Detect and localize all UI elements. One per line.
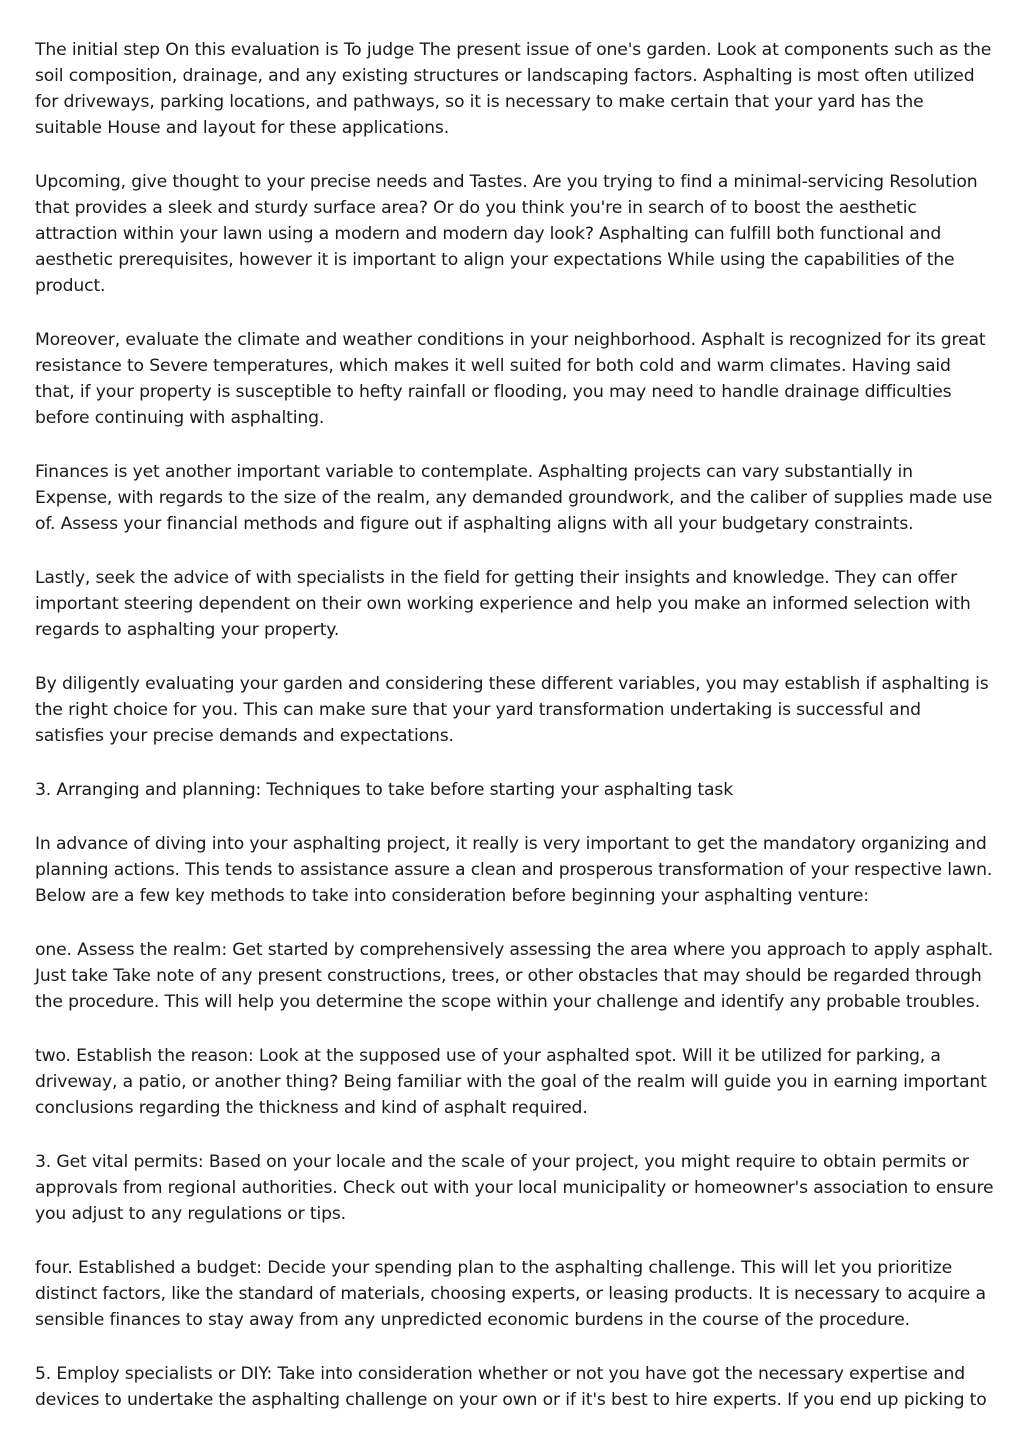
- paragraph-climate: Moreover, evaluate the climate and weather conditions in your neighborhood. Asphalt is recognized for its great resistance to Severe temperatures, which makes it well suited for both cold and warm climates. Having said that, if your property is susceptible to hefty rainfall or flooding, you may need to handle drainage difficulties before continuing with asphalting.: [35, 330, 986, 428]
- list-item-establish-reason: two. Establish the reason: Look at the supposed use of your asphalted spot. Will it be utilized for parking, a driveway, a patio, or another thing? Being familiar with the goal of the realm will guide you in earning important conclusions regarding the thickness and kind of asphalt required.: [35, 1046, 987, 1118]
- paragraph-finances: Finances is yet another important variable to contemplate. Asphalting projects can vary substantially in Expense, with regards to the size of the realm, any demanded groundwork, and the caliber of supplies made use of. Assess your financial methods and figure out if asphalting aligns with all your budgetary constraints.: [35, 462, 993, 534]
- paragraph-planning-intro: In advance of diving into your asphalting project, it really is very important to get the mandatory organizing and planning actions. This tends to assistance assure a clean and prosperous transformation of your respective lawn. Below are a few key methods to take into consideration before beginning your asphalting venture:: [35, 834, 993, 906]
- paragraph-evaluating: By diligently evaluating your garden and considering these different variables, you may establish if asphalting is the right choice for you. This can make sure that your yard transformation undertaking is successful and satisfies your precise demands and expectations.: [35, 674, 989, 746]
- section-heading-planning: 3. Arranging and planning: Techniques to take before starting your asphalting task: [35, 780, 734, 800]
- list-item-assess-realm: one. Assess the realm: Get started by comprehensively assessing the area where you approach to apply asphalt. Just take Take note of any present constructions, trees, or other obstacles that may should be regarded through the procedure. This will help you determine the scope within your challenge and identify any probable troubles.: [35, 940, 994, 1012]
- document-body: [35, 37, 995, 1441]
- paragraph-garden-condition: The initial step On this evaluation is To judge The present issue of one's garden. Look at components such as the soil composition, drainage, and any existing structures or landscaping factors. Asphalting is most often utilized for driveways, parking locations, and pathways, so it is necessary to make certain that your yard has the suitable House and layout for these applications.: [35, 40, 992, 138]
- paragraph-specialists: Lastly, seek the advice of with specialists in the field for getting their insights and knowledge. They can offer important steering dependent on their own working experience and help you make an informed selection with regards to asphalting your property.: [35, 568, 971, 640]
- list-item-budget: four. Established a budget: Decide your spending plan to the asphalting challenge. This will let you prioritize distinct factors, like the standard of materials, choosing experts, or leasing products. It is necessary to acquire a sensible finances to stay away from any unpredicted economic burdens in the course of the procedure.: [35, 1258, 986, 1330]
- list-item-specialists-diy: 5. Employ specialists or DIY: Take into consideration whether or not you have got the necessary expertise and devices to undertake the asphalting challenge on your own or if it's best to hire experts. If you end up picking to: [35, 1364, 987, 1410]
- list-item-permits: 3. Get vital permits: Based on your locale and the scale of your project, you might require to obtain permits or approvals from regional authorities. Check out with your local municipality or homeowner's association to ensure you adjust to any regulations or tips.: [35, 1152, 994, 1224]
- paragraph-needs-tastes: Upcoming, give thought to your precise needs and Tastes. Are you trying to find a minimal-servicing Resolution that provides a sleek and sturdy surface area? Or do you think you're in search of to boost the aesthetic attraction within your lawn using a modern and modern day look? Asphalting can fulfill both functional and aesthetic prerequisites, however it is important to align your expectations While using the capabilities of the product.: [35, 172, 978, 296]
